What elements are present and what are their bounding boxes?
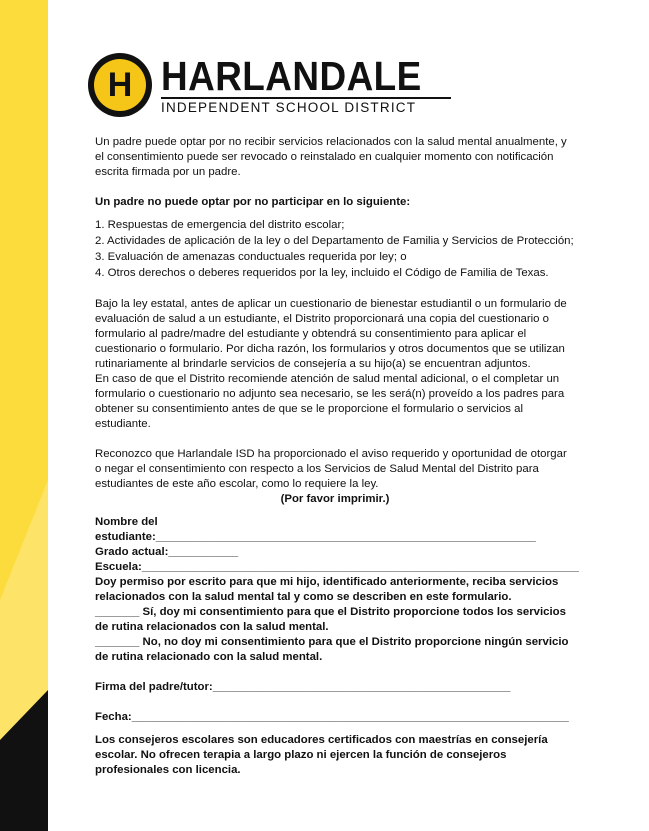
opt-out-list — [95, 218, 575, 281]
consent-no-option[interactable]: _______ No, no doy mi consentimiento para que el Distrito proporcione ningún servicio de rutina relacionado con la salud mental. — [95, 636, 569, 663]
grade-field[interactable]: Grado actual:___________ — [95, 546, 239, 558]
counselor-footer-note: Los consejeros escolares son educadores certificados con maestrías en consejería escolar. No ofrecen terapia a largo plazo ni ejercen la función de consejeros profesionales con licencia. — [95, 734, 548, 776]
school-field[interactable]: Escuela:_____________________________________________________________________ — [95, 561, 579, 573]
list-item: 3. Evaluación de amenazas conductuales requerida por ley; o — [95, 251, 407, 263]
logo-subtitle: INDEPENDENT SCHOOL DISTRICT — [161, 97, 451, 115]
opt-out-heading: Un padre no puede optar por no participar en lo siguiente: — [95, 196, 411, 208]
logo-badge-letter: H — [107, 66, 133, 104]
state-law-paragraph: Bajo la ley estatal, antes de aplicar un cuestionario de bienestar estudiantil o un formulario de evaluación de salud a un estudiante, el Distrito proporcionará una copia del cuestionario o formulario al padre/madre del estudiante y obtendrá su consentimiento para aplicar el cuestionario o formulario. Por dicha razón, los formularios y otros documentos que se utilizan rutinariamente al brindarle servicios de consejería a su hijo(a) se encuentran adjuntos. — [95, 298, 567, 370]
date-field[interactable]: Fecha:_____________________________________________________________________ — [95, 711, 569, 723]
intro-paragraph: Un padre puede optar por no recibir servicios relacionados con la salud mental anualmente, y el consentimiento puede ser revocado o reinstalado en cualquier momento con notificación escrita firmada por un padre. — [95, 136, 567, 178]
district-logo — [88, 53, 451, 117]
consent-yes-option[interactable]: _______ Sí, doy mi consentimiento para que el Distrito proporcione todos los servicios de rutina relacionados con la salud mental. — [95, 606, 566, 633]
permission-statement: Doy permiso por escrito para que mi hijo, identificado anteriormente, reciba servicios relacionados con la salud mental tal y como se describen en este formulario. — [95, 576, 559, 603]
student-name-field[interactable]: Nombre del estudiante:____________________________________________________________ — [95, 516, 536, 543]
signature-field[interactable]: Firma del padre/tutor:_______________________________________________ — [95, 681, 511, 693]
list-item: 1. Respuestas de emergencia del distrito escolar; — [95, 219, 345, 231]
logo-name: HARLANDALE — [161, 52, 422, 99]
logo-badge — [88, 53, 152, 117]
document-body — [95, 135, 579, 778]
acknowledgement-paragraph: Reconozco que Harlandale ISD ha proporcionado el aviso requerido y oportunidad de otorgar o negar el consentimiento con respecto a los Servicios de Salud Mental del Distrito para estudiantes de este año escolar, como lo requiere la ley. — [95, 448, 567, 490]
list-item: 2. Actividades de aplicación de la ley o del Departamento de Familia y Servicios de Protección; — [95, 235, 574, 247]
print-note: (Por favor imprimir.) — [280, 493, 390, 505]
list-item: 4. Otros derechos o deberes requeridos por la ley, incluido el Código de Familia de Texas. — [95, 267, 549, 279]
additional-care-paragraph: En caso de que el Distrito recomiende atención de salud mental adicional, o el completar un formulario o cuestionario no adjunto sea necesario, se les será(n) proveído a los padres para obtener su consentimiento antes de que se le proporcione el formulario o servicios al estudiante. — [95, 373, 565, 430]
